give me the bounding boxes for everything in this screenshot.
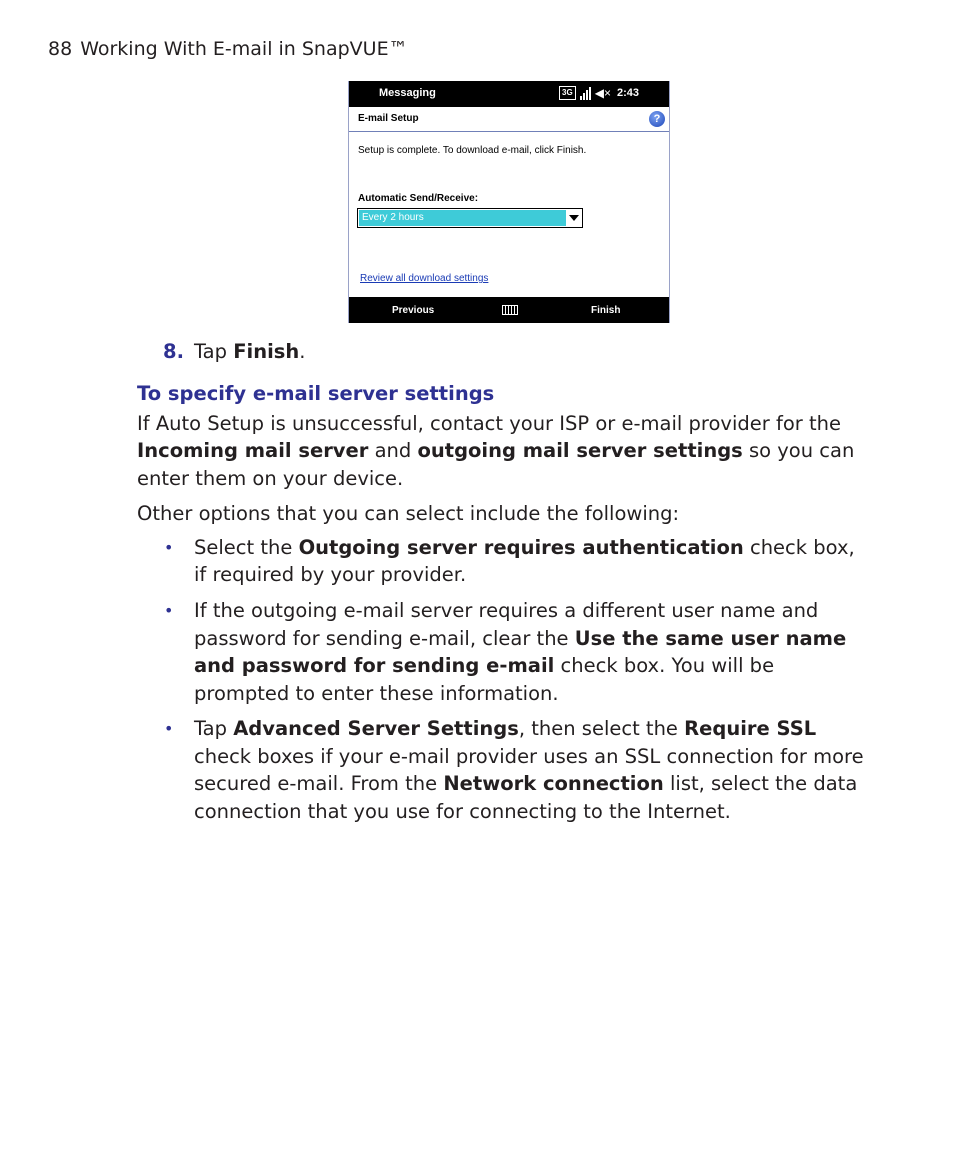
para1-bold-2: outgoing mail server settings [417, 439, 743, 463]
para1-text-3: so you can enter them on your device. [137, 439, 855, 490]
auto-send-receive-value: Every 2 hours [359, 210, 566, 226]
bullet-icon: • [164, 601, 174, 621]
previous-softkey[interactable]: Previous [392, 305, 435, 316]
page-number: 88 [48, 38, 73, 60]
bullet3-text-2: , then select the [518, 717, 685, 741]
softkey-bar [349, 297, 669, 323]
step-8 [163, 340, 305, 363]
help-icon[interactable]: ? [649, 111, 665, 127]
bullet3-bold-1: Advanced Server Settings [233, 717, 519, 741]
list-item [137, 715, 867, 825]
para1-text-2: and [368, 439, 418, 463]
status-bar [349, 81, 669, 107]
clock: 2:43 [616, 87, 639, 99]
list-item [137, 597, 867, 707]
paragraph-other-options: Other options that you can select include the following: [137, 502, 680, 525]
bullet3-bold-3: Network connection [443, 772, 664, 796]
review-settings-link[interactable]: Review all download settings [360, 273, 489, 284]
phone-screenshot [348, 81, 670, 323]
volume-muted-icon[interactable]: ◀× [594, 86, 611, 100]
screen-title: E-mail Setup [358, 113, 419, 124]
section-heading: To specify e-mail server settings [137, 382, 495, 405]
signal-strength-icon [580, 86, 591, 100]
chevron-down-icon[interactable] [569, 215, 579, 221]
bullet2-text-1: If the outgoing e-mail server requires a different user name and password for sending e-mail, clear the [194, 599, 819, 650]
status-icons [559, 86, 639, 100]
status-app-title: Messaging [379, 87, 436, 99]
bullet3-text-1: Tap [194, 717, 234, 741]
chapter-title: Working With E-mail in SnapVUE™ [80, 38, 408, 60]
bullet-icon: • [164, 719, 174, 739]
bullet1-bold-1: Outgoing server requires authentication [298, 536, 744, 559]
page-header [48, 38, 408, 60]
bullet3-text-4: list, select the data connection that you use for connecting to the Internet. [194, 772, 858, 823]
auto-send-receive-select[interactable] [357, 208, 583, 228]
step-text-suffix: . [299, 340, 306, 363]
step-text-prefix: Tap [193, 340, 234, 363]
step-text-bold: Finish [233, 340, 300, 363]
keyboard-icon[interactable] [502, 305, 518, 315]
bullet-icon: • [164, 538, 174, 557]
setup-message: Setup is complete. To download e-mail, click Finish. [358, 145, 587, 156]
network-3g-icon: 3G [559, 86, 576, 100]
para1-text-1: If Auto Setup is unsuccessful, contact your ISP or e-mail provider for the [137, 412, 841, 435]
finish-softkey[interactable]: Finish [591, 305, 621, 316]
paragraph-auto-setup [137, 410, 867, 492]
bullet1-text-1: Select the [194, 536, 299, 559]
step-number: 8. [163, 340, 184, 363]
bullet2-bold-1: Use the same user name and password for sending e-mail [194, 626, 847, 678]
screen-title-bar [349, 107, 669, 132]
bullet3-text-3: check boxes if your e-mail provider uses an SSL connection for more secured e-mail. From the [194, 744, 864, 796]
bullet3-bold-2: Require SSL [684, 717, 817, 741]
bullet1-text-2: check box, if required by your provider. [194, 536, 855, 587]
bullet2-text-2: check box. You will be prompted to enter these information. [194, 654, 775, 705]
auto-send-receive-label: Automatic Send/Receive: [358, 193, 479, 204]
options-list [137, 534, 867, 834]
para1-bold-1: Incoming mail server [137, 439, 369, 463]
list-item [137, 534, 867, 589]
